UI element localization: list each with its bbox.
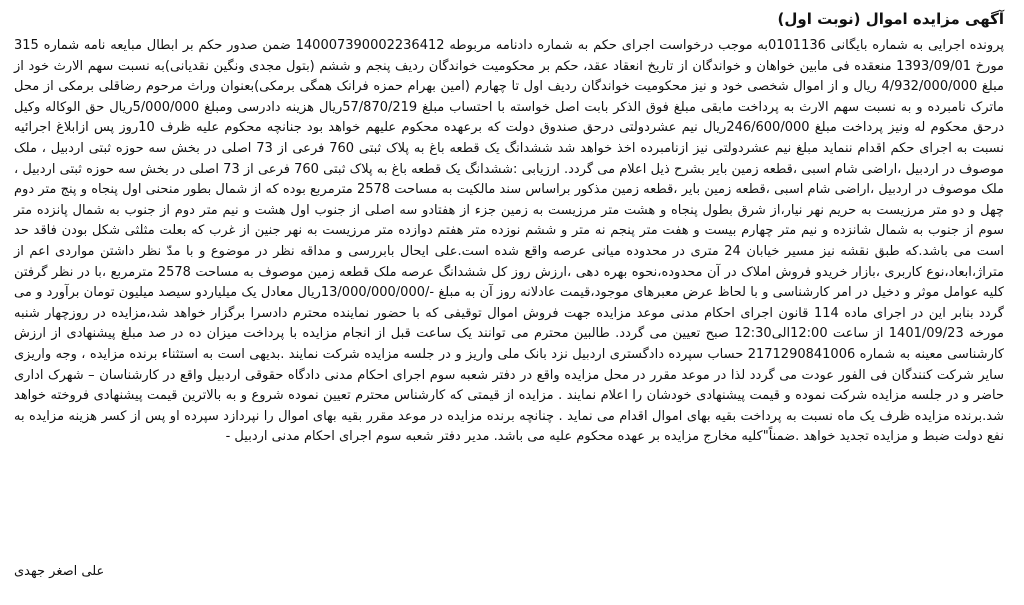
notice-body: پرونده اجرایی به شماره بایگانی 0101136به موجب درخواست اجرای حکم به شماره دادنامه مربوطه 140007390002236412 ضمن صدور حکم بر ابطال مبایعه نامه شماره 315 مورخ 1393/09/01 منعقده فی مابین خواهان و خواندگان از تاریخ انعقاد عقد، حکم بر محکومیت خواندگان ردیف پنجم و ششم (بتول مجدی ونگین نقدیانی)به نسبت سهم الارث خود از مبلغ 4/932/000/000 ریال و از اموال شخصی خود و نیز محکومیت خواندگان ردیف اول تا چهارم (امین بهرام حمزه فرانک همگی برمکی)بعنوان وراث مرحوم رضاقلی برمکی از محل ماترک نامبرده و به نسبت سهم الارث به پرداخت مابقی مبلغ فوق الذکر بابت اصل خواسته با احتساب مبلغ 57/870/219ریال هزینه دادرسی ومبلغ 5/000/000ریال حق الوکاله وکیل درحق محکوم له ونیز پرداخت مبلغ 246/600/000ریال نیم عشردولتی درحق صندوق دولت که برعهده محکوم علیهم خواهد بود جنانچه محکوم علیه ظرف 10روز پس ازابلاغ اجرائیه نسبت به اجرای حکم اقدام ننماید مبلغ نیم عشردولتی نیز ازنامبرده اخذ خواهد شد ششدانگ یک قطعه باغ به پلاک ثبتی 760 فرعی از 73 اصلی در بخش سه حوزه ثبتی اردبیل ، ملک موصوف در اردبیل ،اراضی شام اسبی ،قطعه زمین بایر بشرح ذیل اعلام می گردد. ارزیابی :ششدانگ یک قطعه باغ به پلاک ثبتی 760 فرعی از 73 اصلی در بخش سه حوزه ثبتی اردبیل ، ملک موصوف در اردبیل ،اراضی شام اسبی ،قطعه زمین بایر ،قطعه زمین مذکور براساس سند مالکیت به مساحت 2578 مترمربع بوده که از شمال بطور منحنی اول پنجاه و پنج متر دوم چهل و دو متر مرزیست به حریم نهر نیار،از شرق بطول پنجاه و هشت متر مرزیست به زمین جزء از هفتادو سه اصلی از جنوب اول هشت و نیم متر دوم از جنوب به شمال پانزده متر سوم از جنوب به شمال شانزده و نیم متر چهارم بیست و هفت متر پنجم نه متر و ششم نوزده متر هفتم دوازده متر مرزیست به نهر جنین از غرب که بعلت مثلثی شکل بودن فاقد حد است می باشد.که طبق نقشه نیز مسیر خیابان 24 متری در محدوده میانی عرصه واقع شده است.علی ایحال بابررسی و مداقه نظر در موضوع و با مدّ نظر داشتن مواردی اعم از متراژ،ابعاد،نوع کاربری ،بازار خریدو فروش املاک در آن محدوده،نحوه بهره دهی ،ارزش روز کل ششدانگ عرصه ملک قطعه زمین موصوف به مساحت 2578 مترمربع ،با در نظر گرفتن کلیه عوامل موثر و دخیل در امر کارشناسی و با لحاظ عرض معبرهای موجود،قیمت عادلانه روز آن به مبلغ -/13/000/000/000ریال معادل یک میلیاردو سیصد میلیون تومان برآورد و می گردد بنابر این در اجرای ماده 114 قانون اجرای احکام مدنی موعد مزایده جهت فروش اموال توقیفی که با حضور نماینده محترم دادسرا برگزار خواهد شد،مزایده در روزچهار شنبه مورخه 1401/09/23 از ساعت 12:00الی12:30 صبح تعیین می گردد. طالبین محترم می توانند یک ساعت قبل از انجام مزایده با پرداخت میزان ده در صد مبلغ پیشنهادی از ارزش کارشناسی معینه به شماره 2171290841006 حساب سپرده دادگستری اردبیل نزد بانک ملی واریز و در جلسه مزایده شرکت نمایند .بدیهی است به استثناء برنده مزایده ، وجه واریزی سایر شرکت کنندگان فی الفور عودت می گردد لذا در موعد مقرر در محل مزایده واقع در دفتر شعبه سوم اجرای احکام مدنی دادگاه حقوقی اردبیل واقع در کارشناسان – شهرک اداری حاضر و در جلسه مزایده شرکت نموده و قیمت پیشنهادی خودشان را اعلام نمایند . مزایده از قیمتی که کارشناس محترم تعیین نموده شروع و به بالاترین قیمت پیشنهادی فروخته خواهد شد.برنده مزایده ظرف یک ماه نسبت به پرداخت بقیه بهای اموال اقدام می نماید . چنانچه برنده مزایده در موعد مقرر بقیه بهای اموال را نپردازد سپرده او پس از کسر هزینه مزایده به نفع دولت ضبط و مزایده تجدید خواهد .ضمناً"کلیه مخارج مزایده بر عهده محکوم علیه می باشد. مدیر دفتر شعبه سوم اجرای احکام مدنی اردبیل - — [14, 38, 1005, 445]
notice-title: آگهی مزایده اموال (نوبت اول) — [777, 10, 1004, 28]
signature-name: علی اصغر جهدی — [14, 564, 105, 579]
